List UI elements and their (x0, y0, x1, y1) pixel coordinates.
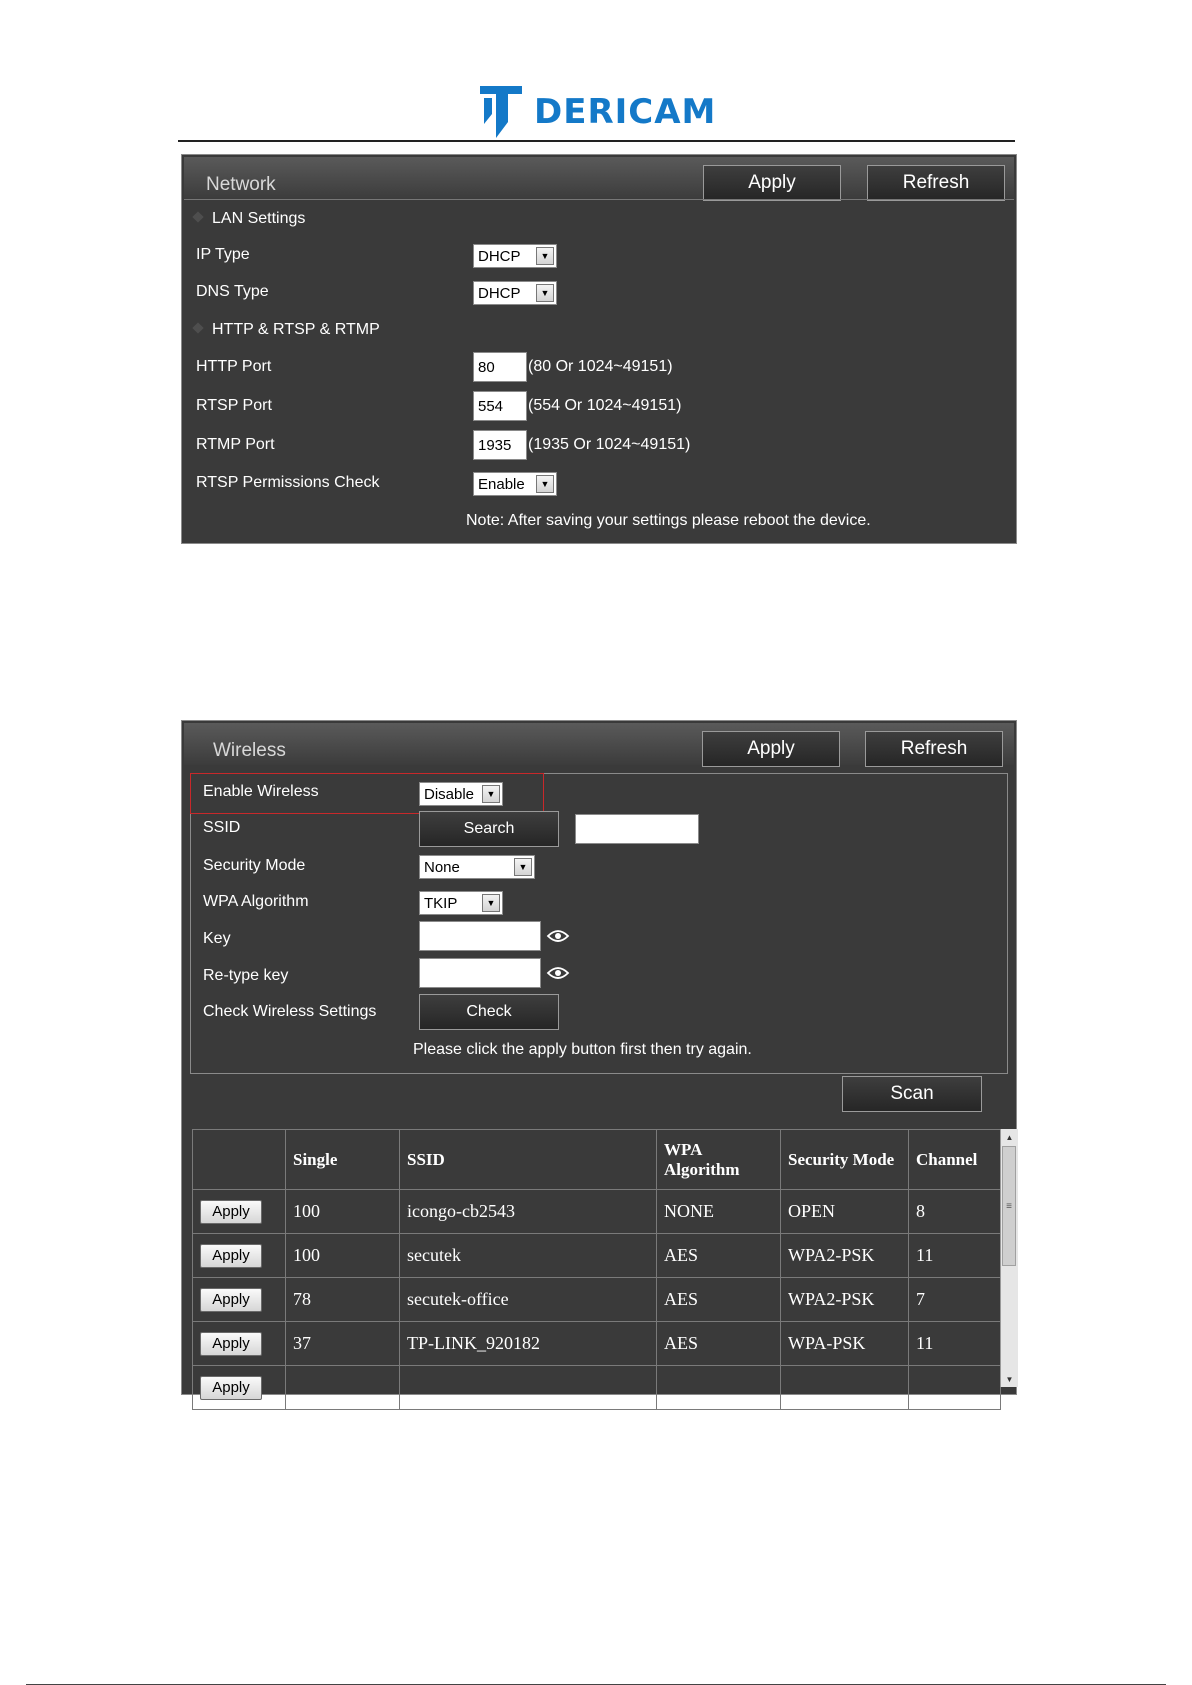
rtsp-port-hint: (554 Or 1024~49151) (528, 397, 682, 414)
row-apply-button[interactable]: Apply (200, 1200, 262, 1224)
col-header-single: Single (286, 1130, 400, 1190)
wpa-algorithm-label: WPA Algorithm (203, 893, 309, 910)
table-row (193, 1278, 1001, 1322)
ip-type-label: IP Type (196, 246, 250, 263)
wpa-algorithm-value: TKIP (424, 894, 458, 912)
check-wireless-button[interactable]: Check (419, 994, 559, 1030)
dericam-logo (478, 82, 718, 142)
enable-wireless-label: Enable Wireless (203, 783, 319, 800)
cell-channel: 11 (909, 1322, 1001, 1366)
scroll-up-arrow-icon[interactable]: ▲ (1005, 1132, 1014, 1142)
dropdown-arrow-icon: ▼ (536, 475, 554, 493)
row-apply-button[interactable]: Apply (200, 1244, 262, 1268)
cell-channel: 11 (909, 1234, 1001, 1278)
col-header-channel: Channel (909, 1130, 1001, 1190)
cell-wpa: AES (657, 1278, 781, 1322)
dns-type-label: DNS Type (196, 283, 269, 300)
wireless-settings-box (190, 773, 1008, 1074)
network-panel-header (184, 157, 1014, 199)
cell-ssid: icongo-cb2543 (400, 1190, 657, 1234)
network-title: Network (206, 174, 276, 195)
scan-results-table (192, 1129, 1000, 1396)
dropdown-arrow-icon: ▼ (536, 247, 554, 265)
network-panel-body (184, 199, 1014, 541)
http-port-input[interactable]: 80 (473, 352, 527, 382)
key-label: Key (203, 930, 231, 947)
brand-name: DERICAM (534, 92, 717, 132)
show-retype-key-eye-icon[interactable] (547, 966, 569, 980)
table-header-row (193, 1130, 1001, 1190)
cell-single: 37 (286, 1322, 400, 1366)
retype-key-label: Re-type key (203, 967, 289, 984)
cell-security: OPEN (781, 1190, 909, 1234)
wireless-panel-header (184, 723, 1014, 765)
wpa-algorithm-select[interactable] (419, 891, 503, 915)
network-note: Note: After saving your settings please reboot the device. (466, 512, 871, 529)
check-wireless-label: Check Wireless Settings (203, 1003, 377, 1020)
cell-single: 78 (286, 1278, 400, 1322)
rtsp-permissions-select[interactable] (473, 472, 557, 496)
key-input[interactable] (419, 921, 541, 951)
ssid-label: SSID (203, 819, 241, 836)
http-rtsp-rtmp-section: HTTP & RTSP & RTMP (194, 321, 380, 339)
dericam-shield-icon (478, 84, 524, 140)
ip-type-value: DHCP (478, 247, 521, 265)
show-key-eye-icon[interactable] (547, 929, 569, 943)
dropdown-arrow-icon: ▼ (536, 284, 554, 302)
dns-type-select[interactable] (473, 281, 557, 305)
header-divider (178, 140, 1015, 142)
dns-type-value: DHCP (478, 284, 521, 302)
cell-security: WPA2-PSK (781, 1278, 909, 1322)
cell-channel: 7 (909, 1278, 1001, 1322)
scan-button[interactable]: Scan (842, 1076, 982, 1112)
ssid-input[interactable] (575, 814, 699, 844)
table-row (193, 1366, 1001, 1410)
rtsp-port-input[interactable]: 554 (473, 391, 527, 421)
enable-wireless-select[interactable] (419, 782, 503, 806)
rtsp-permissions-value: Enable (478, 475, 525, 493)
cell-ssid: secutek-office (400, 1278, 657, 1322)
scroll-thumb[interactable]: ≡ (1002, 1146, 1016, 1266)
section-bullet-icon (192, 211, 203, 222)
rtmp-port-input[interactable]: 1935 (473, 430, 527, 460)
table-scrollbar[interactable] (1000, 1129, 1018, 1387)
row-apply-button[interactable]: Apply (200, 1288, 262, 1312)
enable-wireless-value: Disable (424, 785, 475, 803)
cell-wpa: AES (657, 1322, 781, 1366)
col-header-ssid: SSID (400, 1130, 657, 1190)
network-apply-button[interactable]: Apply (703, 165, 841, 201)
cell-ssid: secutek (400, 1234, 657, 1278)
dropdown-arrow-icon: ▼ (482, 894, 500, 912)
table-row (193, 1322, 1001, 1366)
network-refresh-button[interactable]: Refresh (867, 165, 1005, 201)
http-port-hint: (80 Or 1024~49151) (528, 358, 673, 375)
rtmp-port-label: RTMP Port (196, 436, 275, 453)
ip-type-select[interactable] (473, 244, 557, 268)
rtsp-port-label: RTSP Port (196, 397, 272, 414)
ssid-search-button[interactable]: Search (419, 811, 559, 847)
section-bullet-icon (192, 322, 203, 333)
cell-single: 100 (286, 1234, 400, 1278)
cell-ssid: TP-LINK_920182 (400, 1322, 657, 1366)
table-row (193, 1234, 1001, 1278)
rtsp-permissions-label: RTSP Permissions Check (196, 474, 380, 491)
rtmp-port-hint: (1935 Or 1024~49151) (528, 436, 691, 453)
cell-security: WPA2-PSK (781, 1234, 909, 1278)
security-mode-select[interactable] (419, 855, 535, 879)
network-panel (181, 154, 1017, 544)
security-mode-label: Security Mode (203, 857, 306, 874)
row-apply-button[interactable]: Apply (200, 1376, 262, 1400)
cell-wpa: NONE (657, 1190, 781, 1234)
retype-key-input[interactable] (419, 958, 541, 988)
lan-settings-section: LAN Settings (194, 210, 305, 228)
dropdown-arrow-icon: ▼ (514, 858, 532, 876)
dropdown-arrow-icon: ▼ (482, 785, 500, 803)
cell-single: 100 (286, 1190, 400, 1234)
wireless-panel (181, 720, 1017, 1395)
cell-security: WPA-PSK (781, 1322, 909, 1366)
wireless-title: Wireless (213, 740, 286, 761)
cell-channel: 8 (909, 1190, 1001, 1234)
row-apply-button[interactable]: Apply (200, 1332, 262, 1356)
col-header-wpa-algorithm: WPA Algorithm (657, 1130, 781, 1190)
wireless-refresh-button[interactable]: Refresh (865, 731, 1003, 767)
col-header-security-mode: Security Mode (781, 1130, 909, 1190)
table-row (193, 1190, 1001, 1234)
wireless-note: Please click the apply button first then try again. (413, 1041, 752, 1058)
http-port-label: HTTP Port (196, 358, 272, 375)
security-mode-value: None (424, 858, 460, 876)
col-header-action (193, 1130, 286, 1190)
scroll-down-arrow-icon[interactable]: ▼ (1005, 1374, 1014, 1384)
cell-wpa: AES (657, 1234, 781, 1278)
wireless-apply-button[interactable]: Apply (702, 731, 840, 767)
